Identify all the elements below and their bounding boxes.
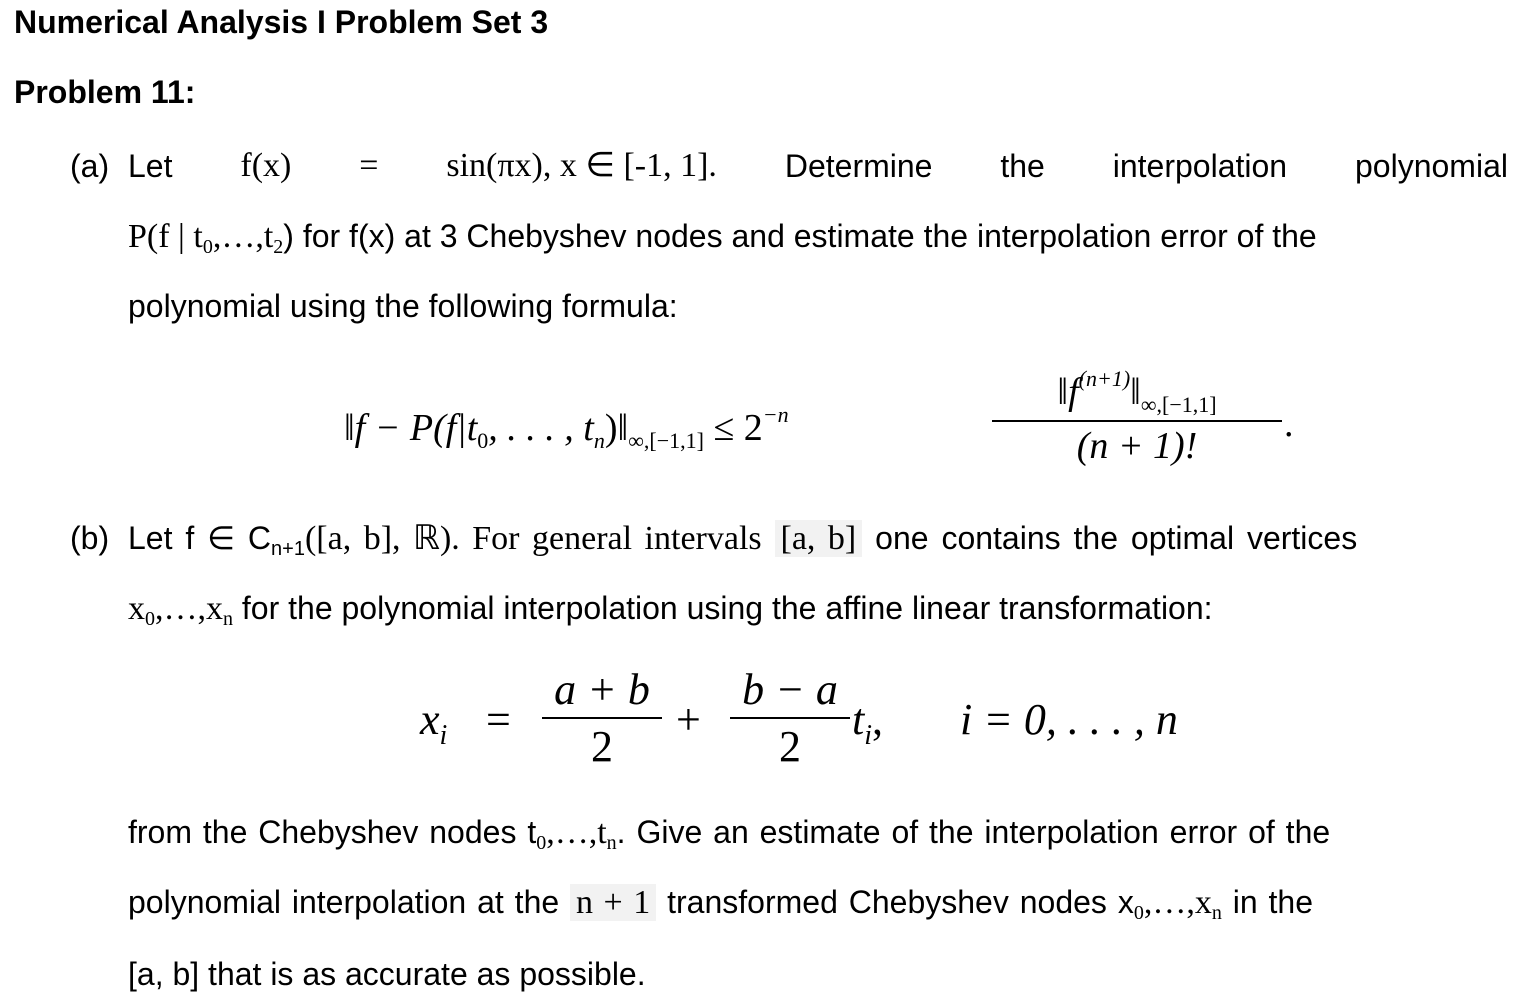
text: from the Chebyshev nodes t — [128, 814, 537, 850]
equals: = — [486, 695, 511, 744]
part-a-label: (a) — [70, 148, 110, 184]
lhs-mid: , . . . , t — [488, 407, 594, 449]
math-dots: ,…,t — [212, 218, 274, 255]
num-main: ‖f — [1057, 371, 1079, 413]
lhs-close: )‖ — [604, 407, 629, 449]
denominator-1: 2 — [591, 722, 613, 771]
t: t — [852, 695, 865, 744]
exponent: −n — [762, 402, 789, 427]
num-close: ‖ — [1130, 371, 1141, 413]
sub-i: i — [439, 720, 448, 751]
part-b-line-3 — [128, 809, 1508, 855]
text-post: one contains the optimal vertices — [875, 520, 1358, 556]
num-sub: ∞,[−1,1] — [1140, 392, 1217, 417]
part-b-line-5: [a, b] that is as accurate as possible. — [128, 956, 646, 992]
sub-n1: n+1 — [271, 538, 305, 560]
text: Let f ∈ C — [128, 520, 272, 556]
text: ) for f(x) at 3 Chebyshev nodes and estimate the interpolation error of the — [283, 218, 1317, 254]
affine-transformation-formula — [420, 664, 1240, 784]
word: Let — [128, 148, 173, 184]
math-sin: sin(πx), x ∈ [-1, 1]. — [446, 147, 717, 184]
math-eq: = — [359, 147, 379, 184]
period: . — [1284, 403, 1294, 445]
problem-heading: Problem 11: — [14, 74, 196, 110]
fraction — [992, 366, 1282, 468]
num-sup: (n+1) — [1078, 366, 1131, 391]
comma: , — [872, 695, 884, 744]
highlight-interval: [a, b] — [775, 520, 863, 557]
plus: + — [676, 695, 701, 744]
fraction-bar — [992, 420, 1282, 422]
part-a-line-2 — [128, 213, 1508, 259]
part-b-label: (b) — [70, 520, 110, 556]
sub-n: n — [1211, 902, 1222, 924]
lhs-sub0: 0 — [477, 428, 489, 453]
sub-0: 0 — [1133, 902, 1144, 924]
numerator — [992, 366, 1282, 418]
math-fx: f(x) — [240, 147, 292, 184]
fraction-2 — [730, 664, 850, 772]
fraction-1 — [542, 664, 662, 772]
lhs-x — [420, 694, 447, 752]
part-a-line-3: polynomial using the following formula: — [128, 288, 678, 324]
page-title: Numerical Analysis I Problem Set 3 — [14, 4, 549, 40]
sub-0: 0 — [202, 236, 213, 258]
denominator: (n + 1)! — [1076, 425, 1198, 467]
part-b-line-2 — [128, 585, 1508, 631]
text-mid: transformed Chebyshev nodes x — [667, 884, 1134, 920]
lhs-subn: n — [593, 428, 605, 453]
lhs-norm-sub: ∞,[−1,1] — [628, 428, 704, 453]
error-bound-formula — [344, 366, 1304, 476]
sub-i: i — [864, 720, 873, 751]
word: polynomial — [1355, 148, 1508, 184]
word: Determine — [784, 148, 933, 184]
numerator-2: b − a — [742, 665, 838, 714]
part-b-line-1 — [128, 515, 1508, 561]
text-post: in the — [1221, 884, 1313, 920]
sub-2: 2 — [273, 236, 284, 258]
word: interpolation — [1112, 148, 1288, 184]
bar-2 — [730, 717, 850, 719]
sub-0: 0 — [145, 608, 155, 630]
highlight-n-plus-1: n + 1 — [570, 884, 656, 921]
part-a-line-1 — [128, 143, 1508, 189]
text: polynomial interpolation at the — [128, 884, 560, 920]
math-dots: ,…,x — [155, 590, 223, 627]
math-dots: ,…,x — [1143, 884, 1212, 921]
denominator-2: 2 — [779, 722, 801, 771]
sub-0: 0 — [536, 832, 547, 854]
math-dots: ,…,t — [546, 814, 607, 851]
text-mid: ([a, b], ℝ). For general intervals — [304, 520, 762, 557]
text-post: . Give an estimate of the interpolation error of the — [616, 814, 1331, 850]
word: the — [1000, 148, 1045, 184]
formula-lhs — [344, 402, 789, 454]
sub-n: n — [223, 608, 233, 630]
bar-1 — [542, 717, 662, 719]
math-p: P(f | t — [128, 218, 203, 255]
numerator-1: a + b — [554, 665, 650, 714]
x: x — [420, 695, 440, 744]
lhs-main: ‖f − P(f|t — [344, 407, 478, 449]
math-x: x — [128, 590, 145, 627]
leq: ≤ 2 — [713, 407, 763, 449]
t-i — [852, 694, 883, 752]
index-range: i = 0, . . . , n — [960, 695, 1178, 744]
part-b-line-4 — [128, 879, 1508, 925]
sub-n: n — [606, 832, 617, 854]
text: for the polynomial interpolation using the affine linear transformation: — [233, 590, 1213, 626]
